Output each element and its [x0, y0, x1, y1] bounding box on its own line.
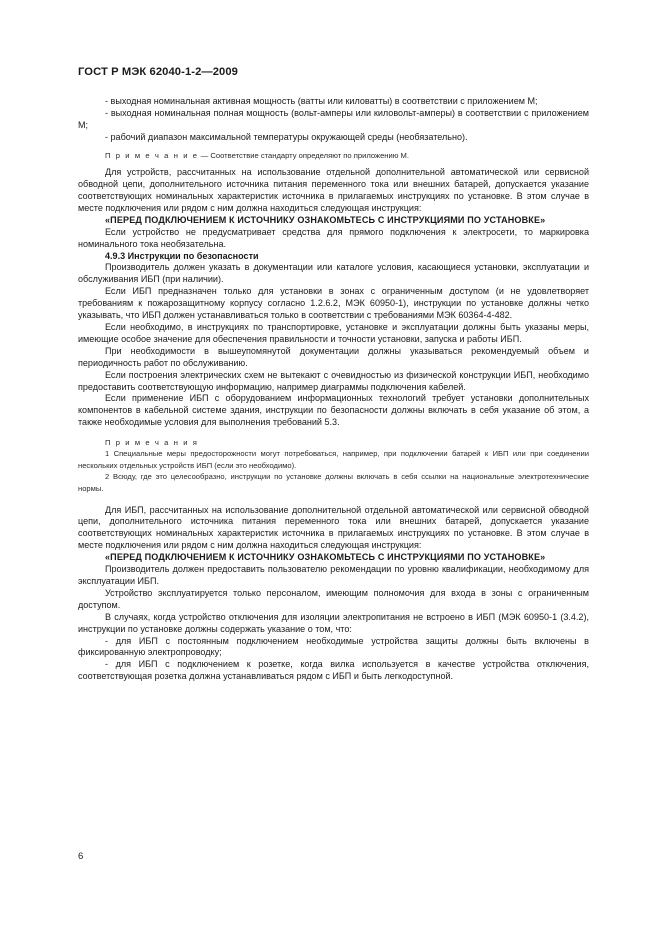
paragraph: Если необходимо, в инструкциях по транспортировке, установке и эксплуатации должны быть указаны меры, имеющие особое значение для обеспечения правильности и точности установки, запуска и работы ИБП.	[78, 322, 589, 344]
section-heading: 4.9.3 Инструкции по безопасности	[105, 250, 259, 261]
note-text: — Соответствие стандарту определяют по приложению М.	[198, 150, 409, 160]
standard-header: ГОСТ Р МЭК 62040-1-2—2009	[78, 66, 239, 78]
paragraph: - выходная номинальная полная мощность (вольт-амперы или киловольт-амперы) в соответствии с приложением М;	[78, 107, 589, 130]
warning-instruction: «ПЕРЕД ПОДКЛЮЧЕНИЕМ К ИСТОЧНИКУ ОЗНАКОМЬТЕСЬ С ИНСТРУКЦИЯМИ ПО УСТАНОВКЕ»	[105, 552, 546, 563]
paragraph: - для ИБП с постоянным подключением необходимые устройства защиты должны быть включены в фиксированную электропроводку;	[78, 635, 589, 658]
paragraph: Если применение ИБП с оборудованием информационных технологий требует установки дополнительных компонентов в кабельной системе здания, инструкции по безопасности должны включать в себя указание об этом, а также необходимые условия для выполнения требований 5.3.	[78, 393, 589, 428]
paragraph: - для ИБП с подключением к розетке, когда вилка используется в качестве устройства отключения, соответствующая розетка должна устанавливаться рядом с ИБП и быть легкодоступной.	[78, 659, 589, 682]
paragraph: Если построения электрических схем не вытекают с очевидностью из физической конструкции ИБП, необходимо предоставить соответствующую информацию, например диаграммы подключения кабелей.	[78, 369, 589, 392]
note-item: 1 Специальные меры предосторожности могут потребоваться, например, при подключении батарей к ИБП или при соединении нескольких отдельных устройств ИБП (если это необходимо).	[78, 449, 589, 470]
paragraph: Производитель должен указать в документации или каталоге условия, касающиеся установки, эксплуатации и обслуживания ИБП (при наличии).	[78, 262, 589, 285]
note-label: П р и м е ч а н и е	[105, 150, 199, 160]
paragraph: Устройство эксплуатируется только персоналом, имеющим полномочия для входа в зоны с ограниченным доступом.	[78, 587, 589, 610]
warning-instruction: «ПЕРЕД ПОДКЛЮЧЕНИЕМ К ИСТОЧНИКУ ОЗНАКОМЬТЕСЬ С ИНСТРУКЦИЯМИ ПО УСТАНОВКЕ»	[105, 214, 546, 225]
paragraph: - рабочий диапазон максимальной температуры окружающей среды (необязательно).	[105, 131, 468, 142]
paragraph: Для ИБП, рассчитанных на использование дополнительной отдельной автоматической или сервисной обводной цепи, дополнительного источника питания переменного тока или внешних батарей, допускается указание соответствующих номинальных характеристик источника в прилагаемых инструкциях по установке. В этом случае в месте подключения или рядом с ним должна находиться следующая инструкция:	[78, 504, 589, 551]
page-body	[78, 96, 589, 683]
paragraph: При необходимости в вышеупомянутой документации должны указываться рекомендуемый объем и периодичность работ по обслуживанию.	[78, 345, 589, 368]
paragraph: Если устройство не предусматривает средства для прямого подключения к электросети, то маркировка номинального тока необязательна.	[78, 226, 589, 249]
page-number: 6	[78, 851, 84, 862]
paragraph: - выходная номинальная активная мощность (ватты или киловатты) в соответствии с приложением М;	[105, 96, 538, 106]
paragraph: Если ИБП предназначен только для установки в зонах с ограниченным доступом (и не удовлетворяет требованиям к пожарозащитному корпусу согласно 1.2.6.2, МЭК 60950-1), инструкции по установке должны четко указывать, что ИБП должен устанавливаться только в соответствии с требованиями МЭК 60364-4-482.	[78, 286, 589, 321]
notes-title: П р и м е ч а н и я	[105, 438, 199, 448]
paragraph: В случаях, когда устройство отключения для изоляции электропитания не встроено в ИБП (МЭК 60950-1 (3.4.2), инструкции по установке должны содержать указание о том, что:	[78, 611, 589, 634]
note	[78, 150, 589, 162]
paragraph: Производитель должен предоставить пользователю рекомендации по уровню квалификации, необходимому для эксплуатации ИБП.	[78, 564, 589, 586]
note-item: 2 Всюду, где это целесообразно, инструкции по установке должны включать в себя ссылки на национальные электротехнические нормы.	[78, 472, 589, 493]
paragraph: Для устройств, рассчитанных на использование отдельной дополнительной автоматической или сервисной обводной цепи, дополнительного источника питания переменного тока или внешних батарей, допускается указание соответствующих номинальных характеристик источника в прилагаемых инструкциях по установке. В этом случае в месте подключения или рядом с ним должна находиться следующая инструкция:	[78, 167, 589, 213]
